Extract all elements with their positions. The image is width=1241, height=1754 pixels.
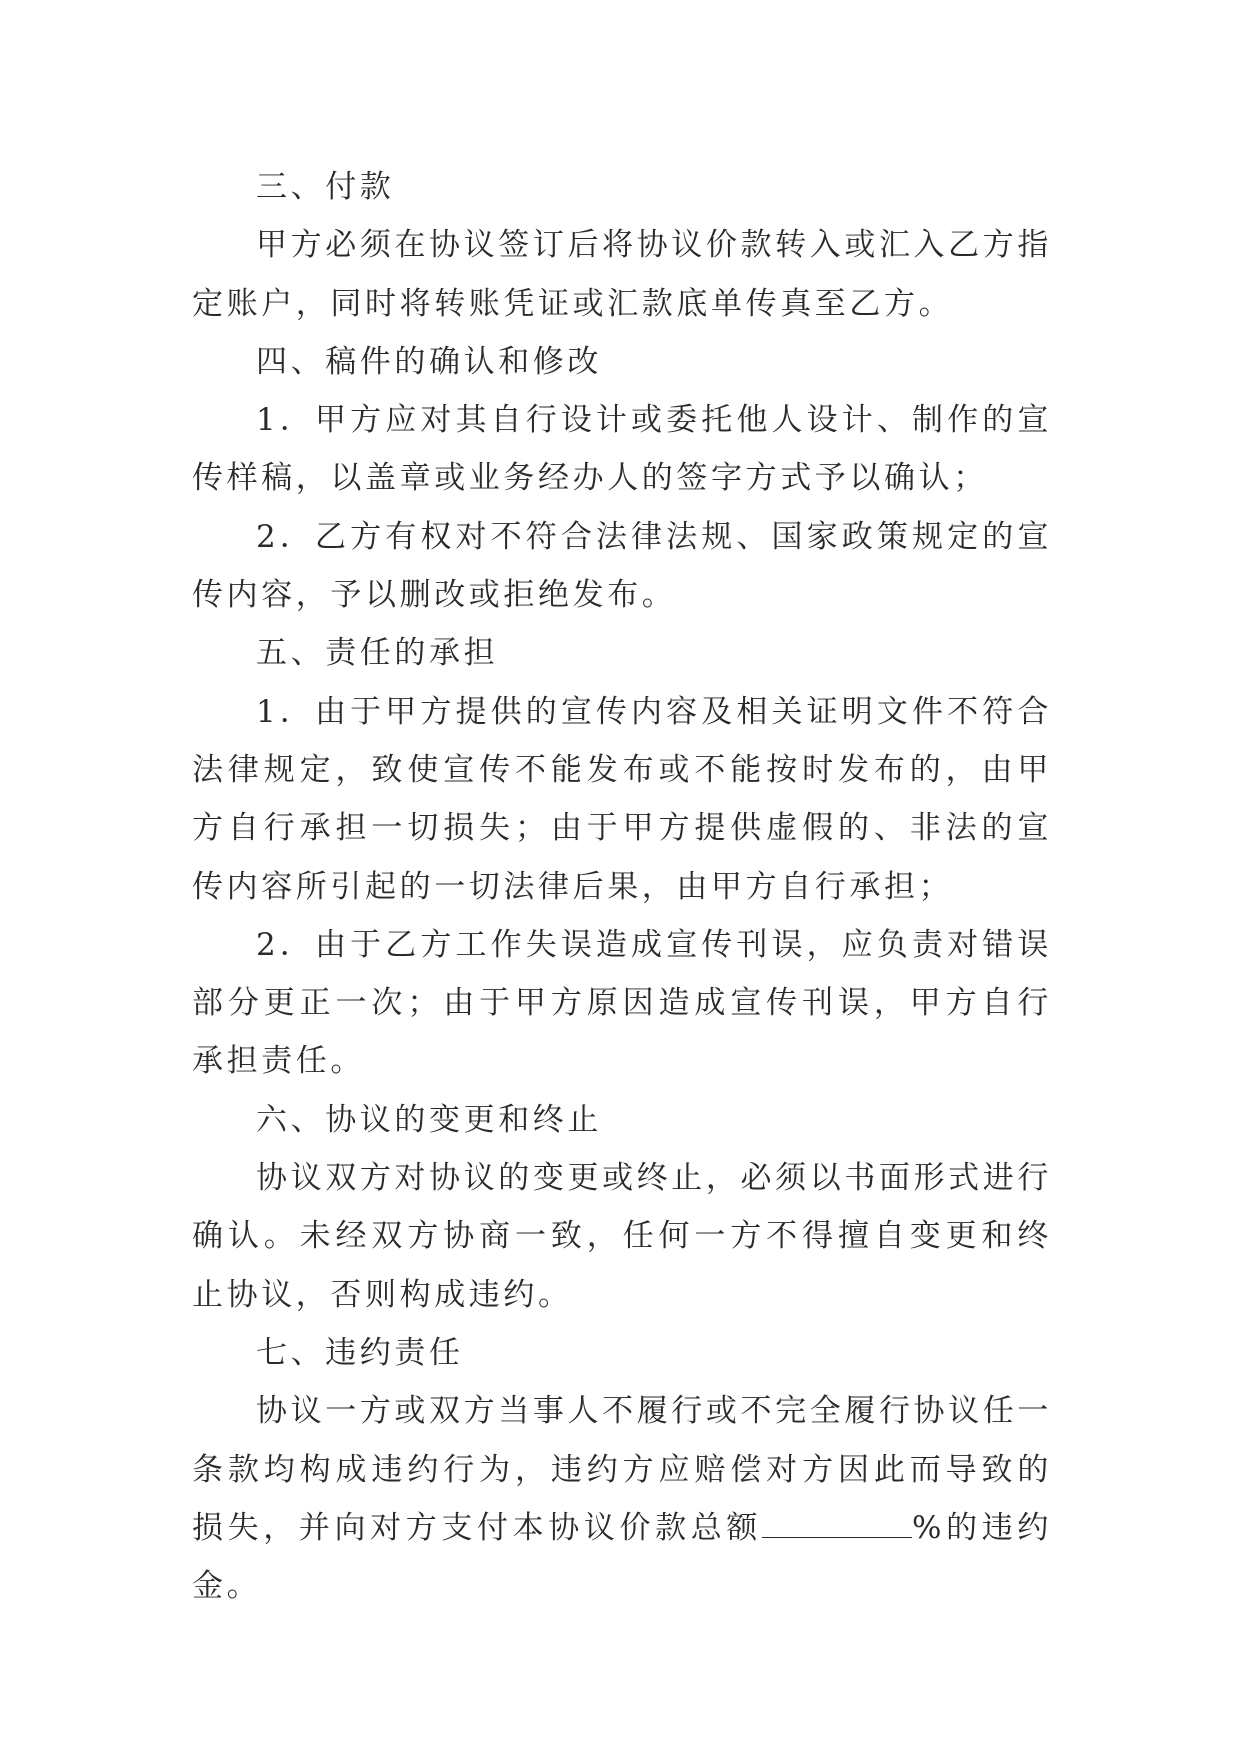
penalty-percentage-blank bbox=[762, 1504, 912, 1538]
section-heading-change-termination: 六、协议的变更和终止 bbox=[256, 1101, 602, 1138]
section-heading-breach: 七、违约责任 bbox=[256, 1334, 464, 1371]
breach-text-before-blank: 协议一方或双方当事人不履行或不完全履行协议任一条款均构成违约行为，违约方应赔偿对方因此而导致的损失，并向对方支付本协议价款总额 bbox=[192, 1393, 1052, 1546]
section-heading-draft-confirmation: 四、稿件的确认和修改 bbox=[256, 343, 602, 380]
section-heading-liability: 五、责任的承担 bbox=[256, 635, 499, 672]
paragraph-change-termination: 协议双方对协议的变更或终止，必须以书面形式进行确认。未经双方协商一致，任何一方不得擅自变更和终止协议，否则构成违约。 bbox=[192, 1160, 1052, 1313]
clause-draft-confirmation-2: 2．乙方有权对不符合法律法规、国家政策规定的宣传内容，予以删改或拒绝发布。 bbox=[192, 518, 1052, 614]
document-body bbox=[192, 158, 1052, 1615]
section-heading-payment: 三、付款 bbox=[256, 169, 395, 205]
paragraph-payment-terms: 甲方必须在协议签订后将协议价款转入或汇入乙方指定账户，同时将转账凭证或汇款底单传真至乙方。 bbox=[192, 227, 1052, 322]
clause-liability-2: 2．由于乙方工作失误造成宣传刊误，应负责对错误部分更正一次；由于甲方原因造成宣传刊误，甲方自行承担责任。 bbox=[192, 926, 1052, 1080]
breach-text-after-blank: %的违约金。 bbox=[192, 1509, 1052, 1605]
clause-draft-confirmation-1: 1．甲方应对其自行设计或委托他人设计、制作的宣传样稿，以盖章或业务经办人的签字方式予以确认； bbox=[192, 402, 1052, 497]
clause-liability-1: 1．由于甲方提供的宣传内容及相关证明文件不符合法律规定，致使宣传不能发布或不能按时发布的，由甲方自行承担一切损失；由于甲方提供虚假的、非法的宣传内容所引起的一切法律后果，由甲方自行承担； bbox=[192, 693, 1052, 905]
paragraph-breach-liability bbox=[192, 1382, 1052, 1615]
